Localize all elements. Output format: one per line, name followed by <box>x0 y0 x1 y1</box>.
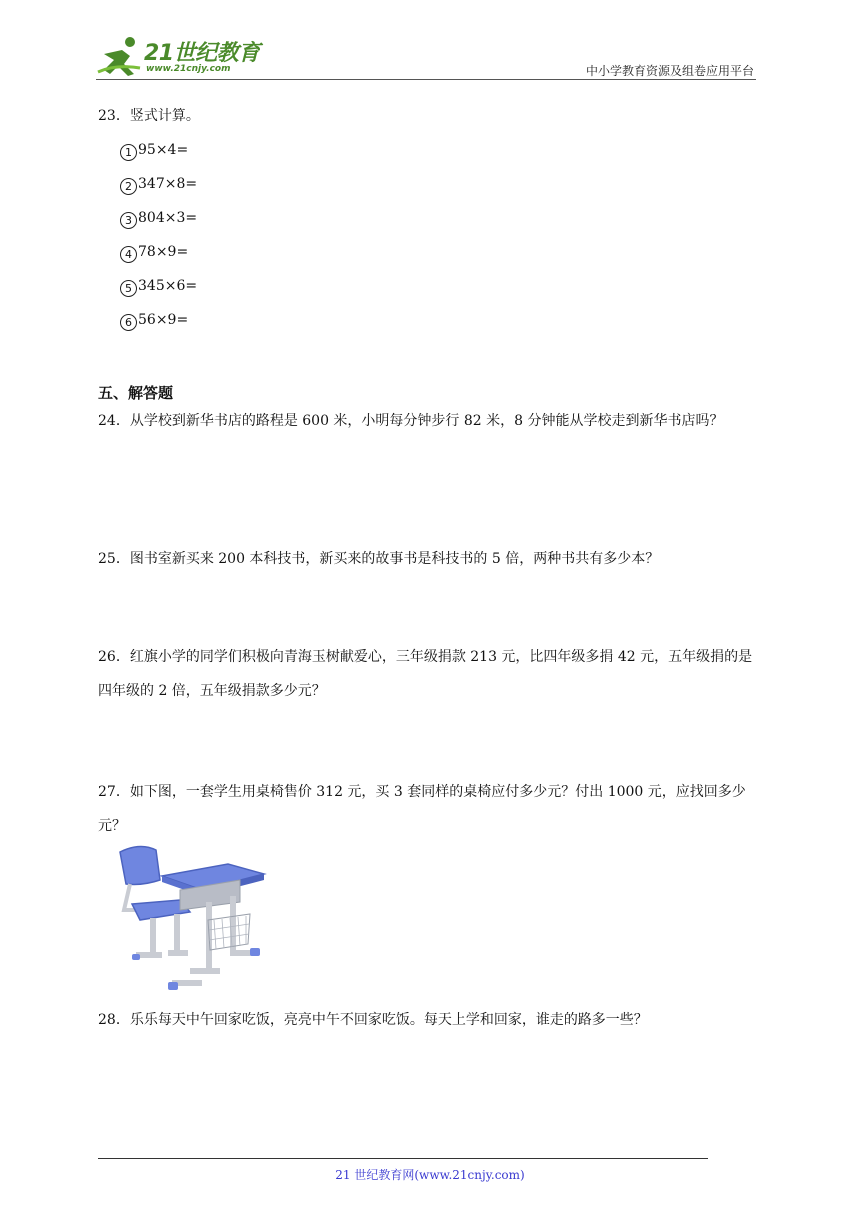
circled-number: 1 <box>120 144 137 161</box>
circled-number: 6 <box>120 314 137 331</box>
logo-url: www.21cnjy.com <box>146 64 231 74</box>
q23-item-1 <box>120 140 188 161</box>
q25-text: 25．图书室新买来 200 本科技书，新买来的故事书是科技书的 5 倍，两种书共有多少本？ <box>98 551 660 567</box>
logo-text: 21世纪教育 <box>144 41 260 66</box>
q23-title: 23．竖式计算。 <box>98 108 200 124</box>
circled-number: 3 <box>120 212 137 229</box>
q23-item-2 <box>120 174 197 195</box>
q27-text: 27．如下图，一套学生用桌椅售价 312 元，买 3 套同样的桌椅应付多少元？付出 1000 元，应找回多少元？ <box>98 784 746 834</box>
header-divider <box>96 79 756 80</box>
q23-expr: 95×4= <box>138 142 189 158</box>
q26-text: 26．红旗小学的同学们积极向青海玉树献爱心，三年级捐款 213 元，比四年级多捐 42 元，五年级捐的是四年级的 2 倍，五年级捐款多少元？ <box>98 649 753 699</box>
footer-divider <box>98 1158 708 1159</box>
circled-number: 2 <box>120 178 137 195</box>
footer-link[interactable]: 21 世纪教育网(www.21cnjy.com) <box>335 1168 525 1182</box>
q24-text: 24．从学校到新华书店的路程是 600 米，小明每分钟步行 82 米，8 分钟能从学校走到新华书店吗？ <box>98 413 724 429</box>
q23-item-5 <box>120 276 197 297</box>
circled-number: 5 <box>120 280 137 297</box>
q23-item-6 <box>120 310 188 331</box>
q23-expr: 345×6= <box>138 278 198 294</box>
q23-expr: 56×9= <box>138 312 189 328</box>
q23-expr: 804×3= <box>138 210 198 226</box>
section-title: 五、解答题 <box>98 384 174 402</box>
desk-chair-image <box>110 840 270 995</box>
circled-number: 4 <box>120 246 137 263</box>
q23-item-3 <box>120 208 197 229</box>
q23-expr: 78×9= <box>138 244 189 260</box>
q23-expr: 347×8= <box>138 176 198 192</box>
q23-item-4 <box>120 242 188 263</box>
header-slogan: 中小学教育资源及组卷应用平台 <box>585 64 754 78</box>
runner-logo-icon <box>96 34 144 78</box>
site-logo <box>96 34 266 80</box>
q28-text: 28．乐乐每天中午回家吃饭，亮亮中午不回家吃饭。每天上学和回家，谁走的路多一些？ <box>98 1012 648 1028</box>
